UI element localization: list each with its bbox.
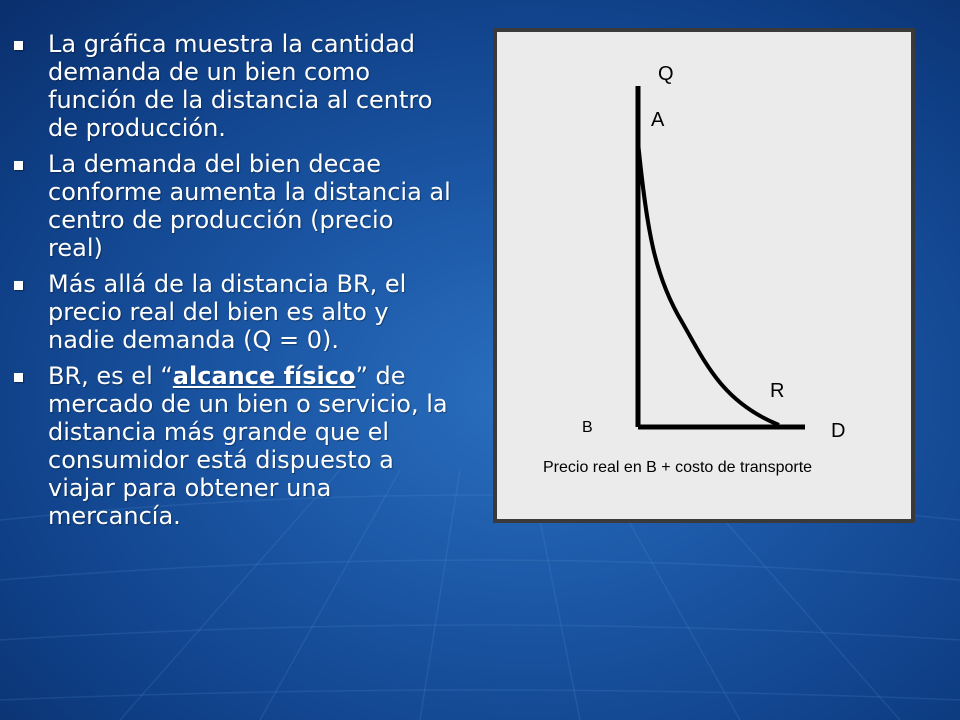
x-axis-label: Precio real en B + costo de transporte	[543, 459, 813, 476]
bullet-list	[14, 30, 454, 538]
bullet-item-3	[14, 270, 454, 354]
bullet-item-1	[14, 30, 454, 142]
d-label: D	[831, 420, 846, 442]
q-label: Q	[658, 63, 674, 85]
bullet-item-4	[14, 362, 454, 530]
demand-diagram	[497, 32, 911, 519]
demand-curve	[638, 142, 779, 425]
bullet-text: La gráfica muestra la cantidad demanda de un bien como función de la distancia al centro de producción.	[48, 30, 433, 142]
r-label: R	[770, 380, 785, 402]
square-bullet-icon	[14, 161, 23, 170]
alcance-fisico-term: alcance físico	[172, 362, 356, 390]
bullet-item-2	[14, 150, 454, 262]
bullet-text-prefix: BR, es el “	[48, 362, 173, 390]
bullet-text-suffix: ” de mercado de un bien o servicio, la distancia más grande que el consumidor está dispuesto a viajar para obtener una mercancía.	[48, 362, 448, 530]
square-bullet-icon	[14, 373, 23, 382]
square-bullet-icon	[14, 41, 23, 50]
a-label: A	[651, 109, 665, 131]
bullet-text: Más allá de la distancia BR, el precio real del bien es alto y nadie demanda (Q = 0).	[48, 270, 407, 354]
bullet-text: La demanda del bien decae conforme aumenta la distancia al centro de producción (precio real)	[48, 150, 451, 262]
b-label: B	[582, 419, 593, 436]
diagram-panel	[493, 28, 915, 523]
square-bullet-icon	[14, 281, 23, 290]
